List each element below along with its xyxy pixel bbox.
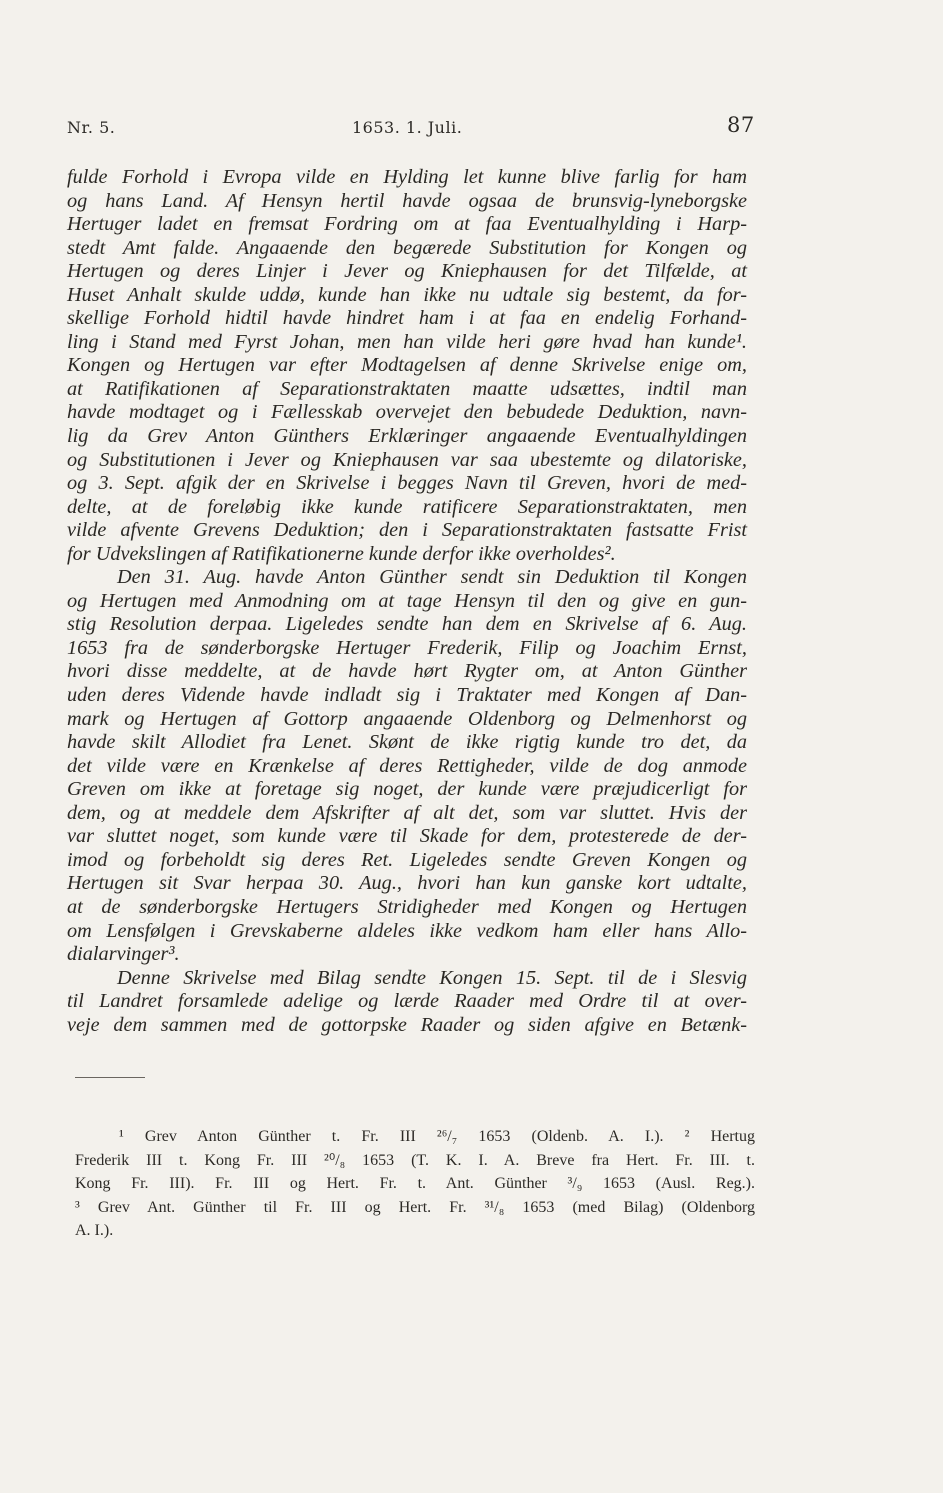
text-line: delte, at de foreløbig ikke kunde ratificere Separationstraktaten, men	[67, 495, 747, 518]
text-line: var sluttet noget, som kunde være til Skade for dem, protesterede de der-	[67, 825, 747, 848]
footnote-line: ³ Grev Ant. Günther til Fr. III og Hert. Fr. ³¹/₈ 1653 (med Bilag) (Oldenborg	[75, 1198, 755, 1216]
text-line: og 3. Sept. afgik der en Skrivelse i begges Navn til Greven, hvori de med-	[67, 472, 747, 495]
text-line: uden deres Vidende havde indladt sig i Traktater med Kongen af Dan-	[67, 684, 747, 707]
text-line: det vilde være en Krænkelse af deres Rettigheder, vilde de dog anmode	[67, 754, 747, 777]
text-line: Hertugen og deres Linjer i Jever og Kniephausen for det Tilfælde, at	[67, 260, 747, 283]
text-line: Greven om ikke at foretage sig noget, der kunde være præjudicerligt for	[67, 778, 747, 801]
text-line: stig Resolution derpaa. Ligeledes sendte han dem en Skrivelse af 6. Aug.	[67, 613, 747, 636]
text-line: til Landret forsamlede adelige og lærde Raader med Ordre til at over-	[67, 990, 747, 1013]
main-text	[67, 166, 747, 1037]
text-line: at de sønderborgske Hertugers Stridigheder med Kongen og Hertugen	[67, 895, 747, 918]
text-line: dialarvinger³.	[67, 943, 180, 966]
text-line: vilde afvente Grevens Deduktion; den i Separationstraktaten fastsatte Frist	[67, 519, 747, 542]
running-header-issue: Nr. 5.	[67, 118, 116, 137]
text-line: ling i Stand med Fyrst Johan, men han vilde heri gøre hvad han kunde¹.	[67, 330, 747, 353]
text-line: Denne Skrivelse med Bilag sendte Kongen 15. Sept. til de i Slesvig	[117, 966, 747, 989]
text-line: havde modtaget og i Fællesskab overvejet den bebudede Deduktion, navn-	[67, 401, 747, 424]
text-line: og Substitutionen i Jever og Kniephausen var saa ubestemte og dilatoriske,	[67, 448, 747, 471]
text-line: og hans Land. Af Hensyn hertil havde ogsaa de brunsvig-lyneborgske	[67, 189, 747, 212]
footnote-line: A. I.).	[75, 1222, 114, 1240]
text-line: om Lensfølgen i Grevskaberne aldeles ikke vedkom ham eller hans Allo-	[67, 919, 747, 942]
text-line: Kongen og Hertugen var efter Modtagelsen af denne Skrivelse enige om,	[67, 354, 747, 377]
footnote-line: Frederik III t. Kong Fr. III ²⁰/₈ 1653 (T. K. I. A. Breve fra Hert. Fr. III. t.	[75, 1151, 755, 1169]
text-line: Hertugen sit Svar herpaa 30. Aug., hvori han kun ganske kort udtalte,	[67, 872, 747, 895]
text-line: havde skilt Allodiet fra Lenet. Skønt de ikke rigtig kunde tro det, da	[67, 731, 747, 754]
footnotes	[75, 1125, 755, 1243]
text-line: 1653 fra de sønderborgske Hertuger Frederik, Filip og Joachim Ernst,	[67, 636, 747, 659]
text-line: og Hertugen med Anmodning om at tage Hensyn til den og give en gun-	[67, 589, 747, 612]
text-line: lig da Grev Anton Günthers Erklæringer angaaende Eventualhyldingen	[67, 425, 747, 448]
text-line: skellige Forhold hidtil havde hindret ham i at faa en endelig Forhand-	[67, 307, 747, 330]
text-line: mark og Hertugen af Gottorp angaaende Oldenborg og Delmenhorst og	[67, 707, 747, 730]
text-line: Hertuger ladet en fremsat Fordring om at faa Eventualhylding i Harp-	[67, 213, 747, 236]
footnote-separator	[75, 1077, 145, 1078]
footnote-line: ¹ Grev Anton Günther t. Fr. III ²⁶/₇ 1653 (Oldenb. A. I.). ² Hertug	[119, 1128, 755, 1145]
text-line: stedt Amt falde. Angaaende den begærede Substitution for Kongen og	[67, 236, 747, 259]
text-line: Huset Anhalt skulde uddø, kunde han ikke nu udtale sig bestemt, da for-	[67, 283, 747, 306]
text-line: imod og forbeholdt sig deres Ret. Ligeledes sendte Greven Kongen og	[67, 848, 747, 871]
text-line: at Ratifikationen af Separationstraktaten maatte udsættes, indtil man	[67, 377, 747, 400]
text-line: hvori disse meddelte, at de havde hørt Rygter om, at Anton Günther	[67, 660, 747, 683]
text-line: veje dem sammen med de gottorpske Raader og siden afgive en Betænk-	[67, 1013, 747, 1036]
text-line: fulde Forhold i Evropa vilde en Hylding let kunne blive farlig for ham	[67, 166, 747, 188]
page-number: 87	[727, 113, 755, 137]
running-header-date: 1653. 1. Juli.	[352, 118, 463, 137]
text-line: dem, og at meddele dem Afskrifter af alt det, som var sluttet. Hvis der	[67, 801, 747, 824]
footnote-line: Kong Fr. III). Fr. III og Hert. Fr. t. Ant. Günther ³/₉ 1653 (Ausl. Reg.).	[75, 1175, 755, 1193]
text-line: Den 31. Aug. havde Anton Günther sendt sin Deduktion til Kongen	[117, 566, 747, 589]
text-line: for Udvekslingen af Ratifikationerne kunde derfor ikke overholdes².	[67, 542, 616, 565]
